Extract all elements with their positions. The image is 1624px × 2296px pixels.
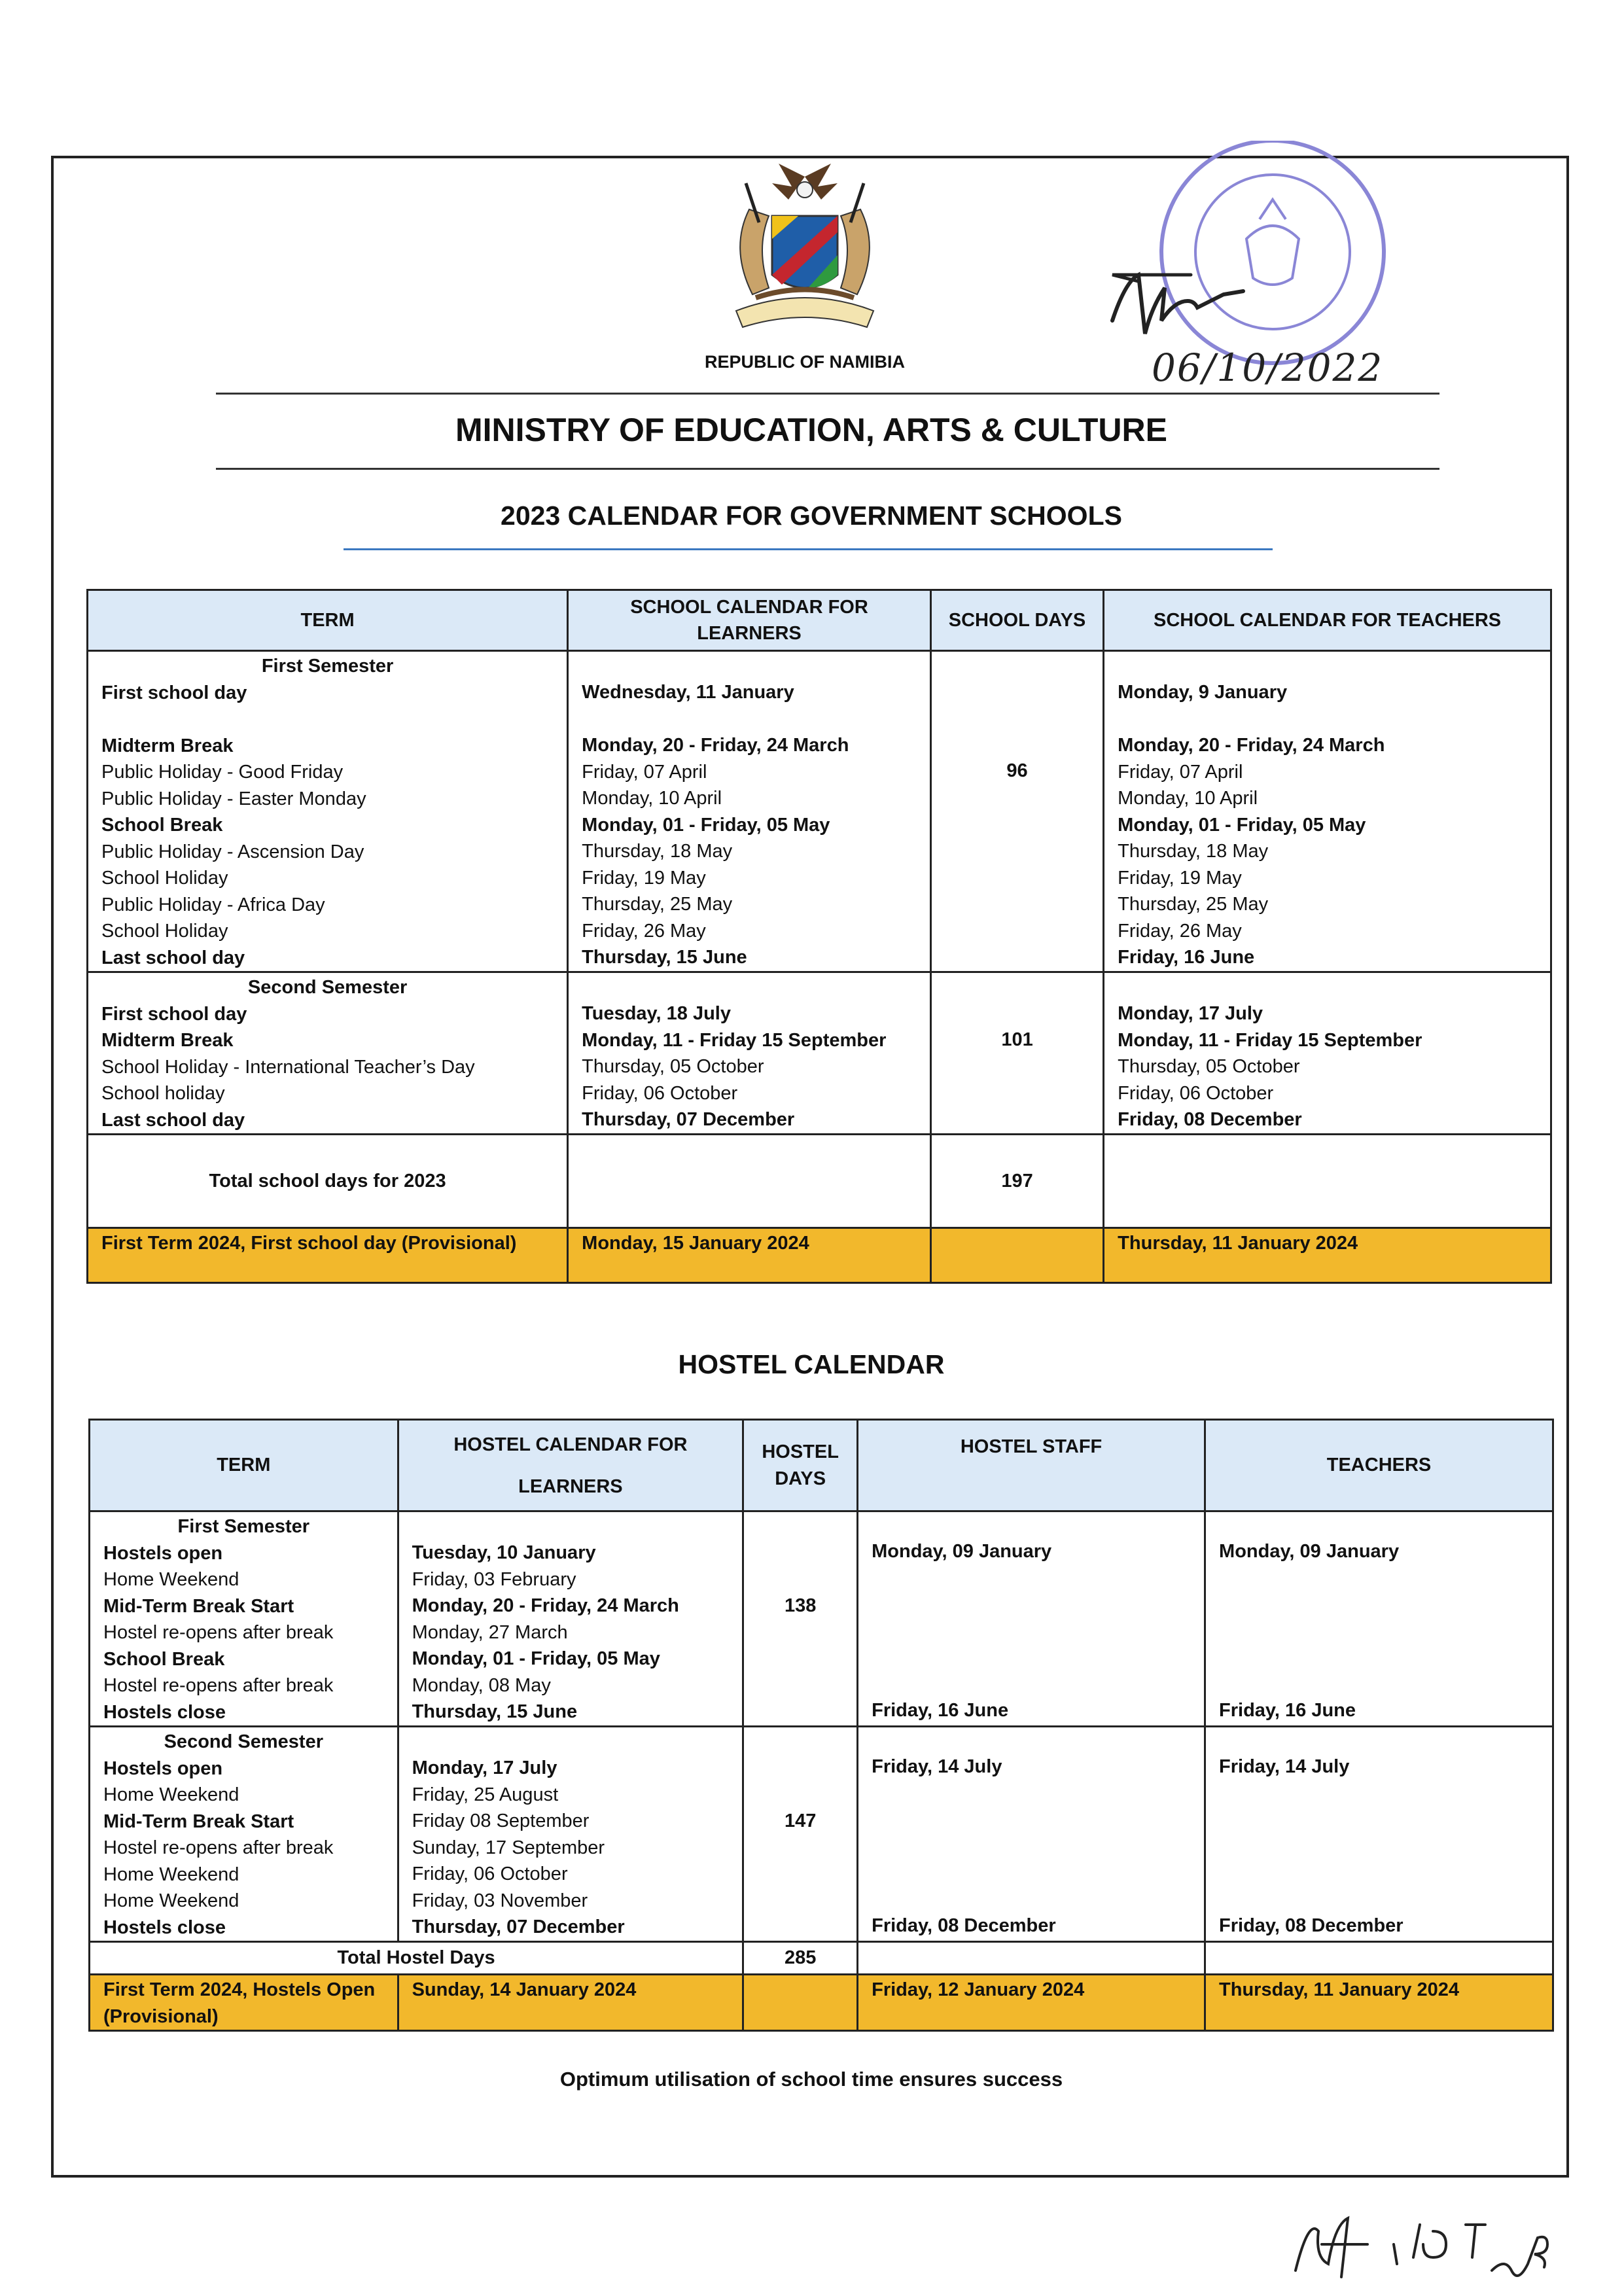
term-label: First school day (101, 1003, 247, 1025)
provisional-row (90, 1975, 1553, 2031)
learner-date: Thursday, 05 October (582, 1056, 764, 1077)
school-days-value: 96 (1006, 760, 1028, 781)
staff-open-date: Monday, 09 January (872, 1541, 1052, 1562)
hostel-days-value: 147 (784, 1810, 817, 1831)
term-label: School Holiday - International Teacher’s Day (101, 1056, 475, 1078)
staff-open-date: Friday, 14 July (872, 1756, 1002, 1777)
term-label: Midterm Break (101, 735, 234, 756)
second-semester-row (88, 972, 1551, 1135)
footer-slogan: Optimum utilisation of school time ensures success (559, 2068, 1063, 2091)
learner-date: Friday, 06 October (412, 1863, 568, 1884)
learner-date: Friday, 06 October (582, 1082, 738, 1104)
table-header-row (90, 1420, 1553, 1511)
calendar-title: 2023 CALENDAR FOR GOVERNMENT SCHOOLS (501, 501, 1122, 531)
term-label: Home Weekend (103, 1569, 239, 1590)
total-days: 197 (930, 1135, 1103, 1228)
learner-date: Monday, 20 - Friday, 24 March (412, 1595, 679, 1616)
learner-date: Thursday, 18 May (582, 841, 733, 862)
teacher-date: Thursday, 05 October (1118, 1056, 1300, 1077)
term-label: Hostels close (103, 1701, 226, 1723)
col-header-school-days: SCHOOL DAYS (930, 590, 1103, 651)
term-label: Public Holiday - Easter Monday (101, 788, 366, 809)
term-label: Hostels open (103, 1542, 223, 1564)
teacher-date: Monday, 10 April (1118, 788, 1258, 809)
learner-date: Monday, 01 - Friday, 05 May (412, 1648, 660, 1669)
handwritten-initials (1282, 2205, 1577, 2290)
namibia-coat-of-arms (710, 164, 900, 347)
semester-title: First Semester (261, 656, 394, 677)
ministry-title: MINISTRY OF EDUCATION, ARTS & CULTURE (455, 412, 1167, 448)
col-header-hostel-learners: HOSTEL CALENDAR FOR LEARNERS (398, 1420, 743, 1511)
term-label: Hostels open (103, 1757, 223, 1779)
total-row (88, 1135, 1551, 1228)
teacher-close-date: Friday, 16 June (1219, 1700, 1356, 1721)
term-label: Hostel re-opens after break (103, 1622, 334, 1643)
learner-date: Thursday, 07 December (412, 1916, 625, 1937)
school-calendar-table (86, 589, 1552, 1284)
term-label: Hostel re-opens after break (103, 1675, 334, 1696)
teacher-date (1118, 706, 1537, 733)
learner-date: Monday, 08 May (412, 1674, 551, 1696)
handwritten-signature (1099, 249, 1269, 347)
term-label (101, 706, 554, 733)
learner-date: Friday, 19 May (582, 867, 706, 889)
term-label: Mid-Term Break Start (103, 1595, 294, 1617)
learner-date: Friday, 26 May (582, 920, 706, 942)
staff-close-date: Friday, 08 December (872, 1915, 1056, 1936)
total-days: 285 (743, 1942, 858, 1975)
staff-close-date: Friday, 16 June (872, 1700, 1009, 1721)
provisional-staff: Friday, 12 January 2024 (858, 1975, 1205, 2031)
calendar-title-underline (344, 548, 1273, 550)
learner-date: Monday, 10 April (582, 788, 722, 809)
term-label: Mid-Term Break Start (103, 1810, 294, 1832)
signature-date: 06/10/2022 (1152, 345, 1384, 390)
term-label: Public Holiday - Good Friday (101, 762, 344, 783)
term-label: Midterm Break (101, 1030, 234, 1051)
hostel-calendar-table (88, 1419, 1554, 2032)
learner-date: Tuesday, 18 July (582, 1003, 731, 1024)
provisional-teachers: Thursday, 11 January 2024 (1205, 1975, 1553, 2031)
term-label: Home Weekend (103, 1863, 239, 1885)
teacher-date: Monday, 9 January (1118, 682, 1288, 703)
table-header-row (88, 590, 1551, 651)
provisional-row (88, 1228, 1551, 1283)
learner-date: Thursday, 15 June (582, 947, 747, 968)
learner-date: Thursday, 15 June (412, 1701, 578, 1722)
semester-title: Second Semester (164, 1731, 323, 1752)
teacher-date: Friday, 26 May (1118, 920, 1242, 942)
learner-date: Friday, 03 February (412, 1568, 576, 1590)
provisional-learners: Sunday, 14 January 2024 (398, 1975, 743, 2031)
term-label: First school day (101, 682, 247, 703)
teacher-date: Friday, 07 April (1118, 761, 1243, 783)
learner-date: Tuesday, 10 January (412, 1542, 596, 1563)
teacher-close-date: Friday, 08 December (1219, 1915, 1403, 1936)
term-label: School holiday (101, 1083, 225, 1104)
first-semester-row (88, 651, 1551, 972)
term-label: Home Weekend (103, 1890, 239, 1911)
teacher-date: Thursday, 25 May (1118, 894, 1269, 915)
teacher-open-date: Monday, 09 January (1219, 1541, 1400, 1562)
hostel-days-value: 138 (784, 1595, 817, 1616)
col-header-term: TERM (88, 590, 568, 651)
learner-date: Wednesday, 11 January (582, 682, 794, 703)
term-label: School Holiday (101, 921, 228, 942)
semester-title: First Semester (177, 1516, 310, 1537)
learner-date: Monday, 01 - Friday, 05 May (582, 814, 830, 836)
provisional-term: First Term 2024, Hostels Open (Provisional) (90, 1975, 398, 2031)
teacher-date: Monday, 20 - Friday, 24 March (1118, 735, 1385, 756)
term-label: Public Holiday - Africa Day (101, 894, 325, 915)
total-label: Total Hostel Days (90, 1942, 743, 1975)
header-rule-bottom (216, 468, 1439, 470)
crest-caption: REPUBLIC OF NAMIBIA (705, 352, 905, 372)
provisional-term: First Term 2024, First school day (Provisional) (88, 1228, 568, 1283)
total-label: Total school days for 2023 (88, 1135, 568, 1228)
teacher-date: Friday, 06 October (1118, 1082, 1274, 1104)
learner-date (582, 706, 917, 733)
hostel-calendar-title: HOSTEL CALENDAR (678, 1349, 945, 1379)
learner-date: Monday, 17 July (412, 1757, 557, 1778)
second-semester-row (90, 1727, 1553, 1942)
teacher-date: Friday, 08 December (1118, 1109, 1302, 1130)
first-semester-row (90, 1511, 1553, 1727)
teacher-date: Monday, 11 - Friday 15 September (1118, 1029, 1422, 1051)
term-label: School Break (101, 815, 223, 836)
col-header-teachers: TEACHERS (1205, 1420, 1553, 1511)
col-header-term: TERM (90, 1420, 398, 1511)
learner-date: Thursday, 25 May (582, 894, 733, 915)
term-label: School Break (103, 1648, 225, 1670)
learner-date: Monday, 27 March (412, 1621, 568, 1643)
col-header-learners: SCHOOL CALENDAR FOR LEARNERS (568, 590, 931, 651)
col-header-hostel-days: HOSTEL DAYS (743, 1420, 858, 1511)
learner-date: Friday, 03 November (412, 1890, 588, 1911)
learner-date: Friday, 07 April (582, 761, 707, 783)
school-days-value: 101 (1001, 1029, 1033, 1050)
provisional-teachers: Thursday, 11 January 2024 (1104, 1228, 1551, 1283)
learner-date: Monday, 11 - Friday 15 September (582, 1029, 887, 1051)
learner-date: Monday, 20 - Friday, 24 March (582, 735, 849, 756)
teacher-date: Friday, 19 May (1118, 867, 1242, 889)
teacher-open-date: Friday, 14 July (1219, 1756, 1350, 1777)
term-label: School Holiday (101, 868, 228, 889)
term-label: Home Weekend (103, 1784, 239, 1805)
learner-date: Thursday, 07 December (582, 1109, 795, 1130)
term-label: Last school day (101, 947, 245, 968)
teacher-date: Thursday, 18 May (1118, 841, 1269, 862)
learner-date: Friday, 25 August (412, 1784, 559, 1805)
provisional-learners: Monday, 15 January 2024 (568, 1228, 931, 1283)
col-header-teachers: SCHOOL CALENDAR FOR TEACHERS (1104, 590, 1551, 651)
learner-date: Sunday, 17 September (412, 1837, 605, 1858)
teacher-date: Monday, 01 - Friday, 05 May (1118, 814, 1366, 836)
term-label: Hostels close (103, 1916, 226, 1938)
col-header-hostel-staff: HOSTEL STAFF (858, 1420, 1205, 1511)
header-rule-top (216, 393, 1439, 395)
teacher-date: Monday, 17 July (1118, 1003, 1263, 1024)
learner-date: Friday 08 September (412, 1810, 590, 1831)
term-label: Public Holiday - Ascension Day (101, 841, 364, 862)
teacher-date: Friday, 16 June (1118, 947, 1255, 968)
total-row (90, 1942, 1553, 1975)
term-label: Hostel re-opens after break (103, 1837, 334, 1858)
term-label: Last school day (101, 1109, 245, 1131)
semester-title: Second Semester (247, 977, 408, 998)
